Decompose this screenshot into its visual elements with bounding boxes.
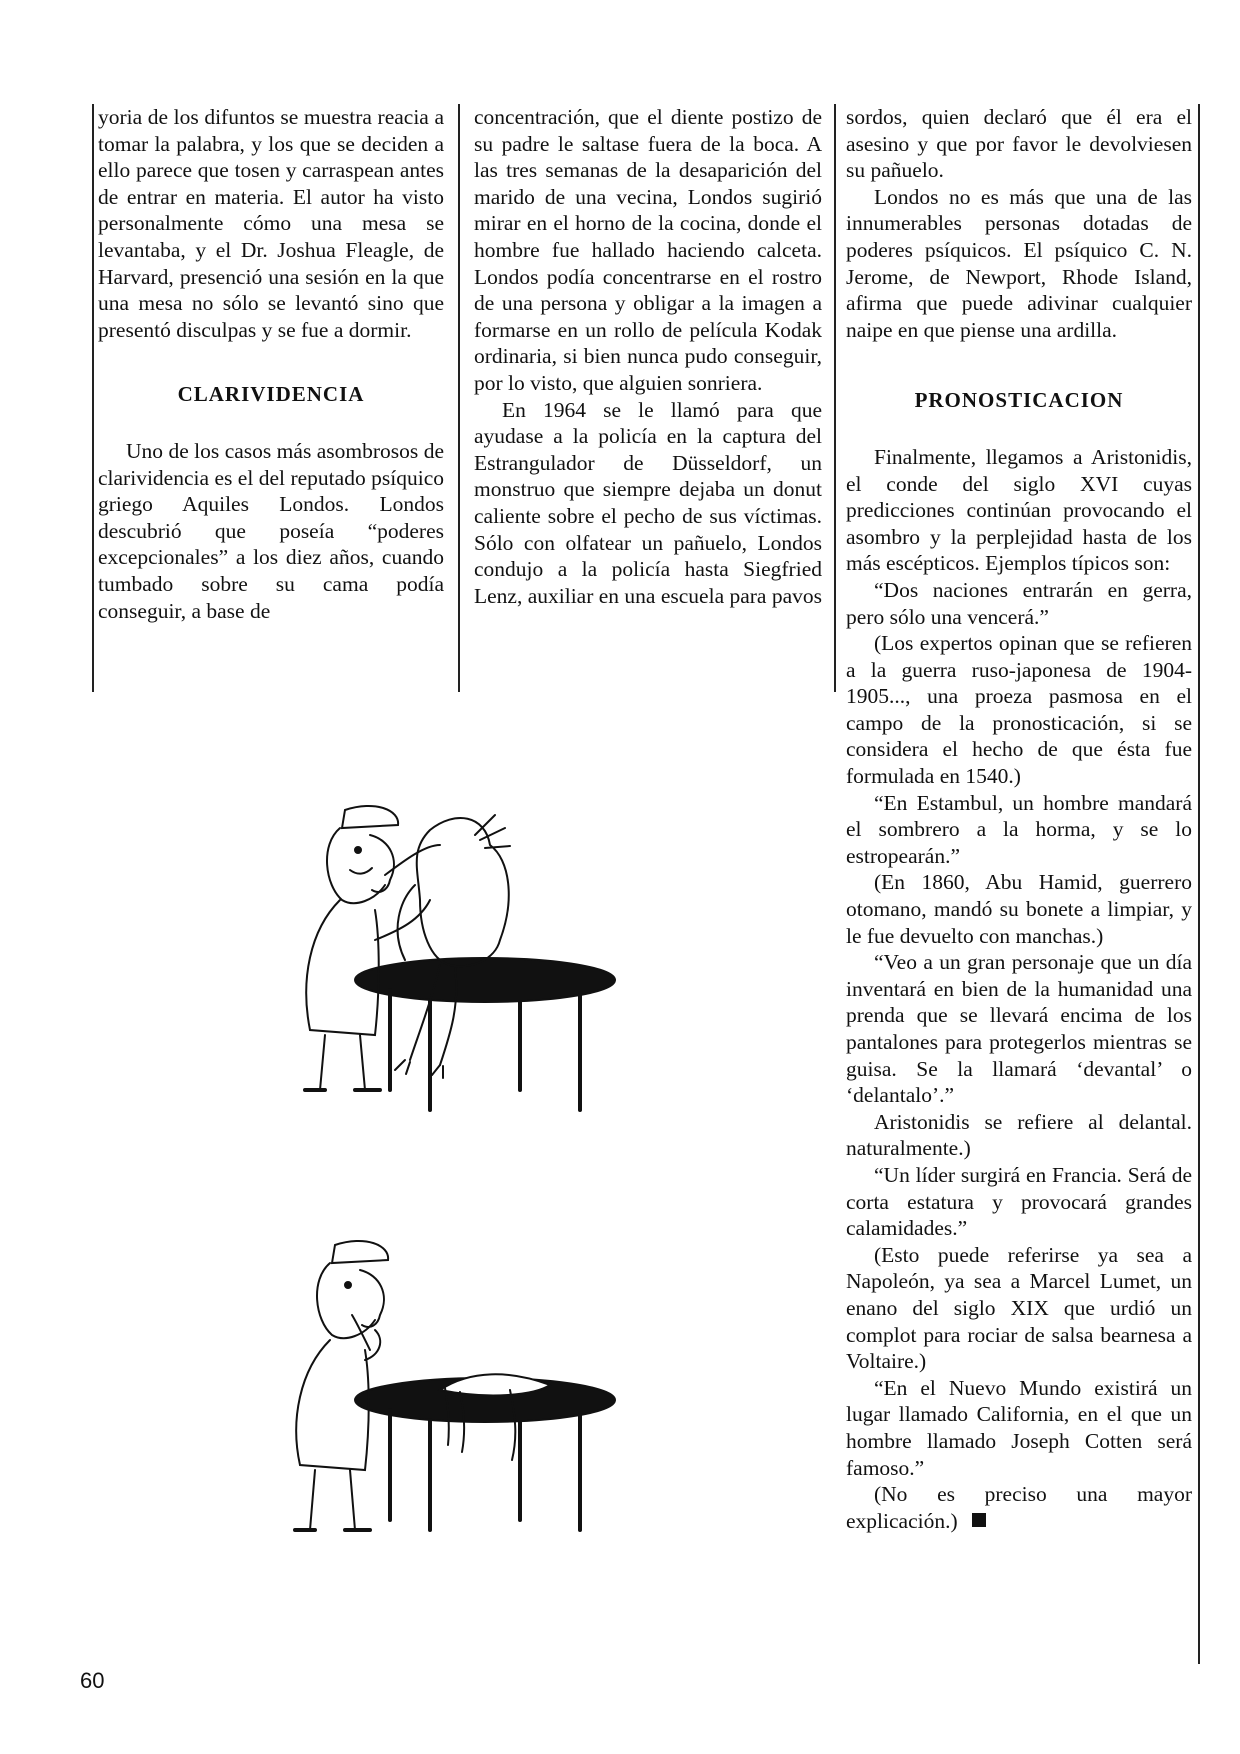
text-column-1 — [98, 104, 444, 624]
text-column-2 — [474, 104, 822, 609]
commentary: (Los expertos opinan que se refieren a la guerra ruso-japonesa de 1904-1905..., una proeza pasmosa en el campo de la pronosticación, si se considera el hecho de que ésta fue formulada en 1540.) — [846, 631, 1192, 789]
prophecy-quote: “En el Nuevo Mundo existirá un lugar llamado California, en el que un hombre llamado Joseph Cotten será famoso.” — [846, 1375, 1192, 1480]
illustration-doctor-patient — [280, 790, 640, 1120]
end-of-article-mark — [972, 1513, 986, 1527]
section-heading-pronosticacion: PRONOSTICACION — [914, 388, 1124, 413]
commentary: (No es preciso una mayor explicación.) — [846, 1482, 1192, 1533]
paragraph: yoria de los difuntos se muestra reacia a tomar la palabra, y los que se deciden a ello parece que tosen y carraspean antes de entrar en materia. El autor ha visto personalmente cómo una mesa se levantaba, y el Dr. Joshua Fleagle, de Harvard, presenció una sesión en la que una mesa no sólo se levantó sino que presentó disculpas y se fue a dormir. — [98, 105, 444, 342]
section-heading-clarividencia: CLARIVIDENCIA — [177, 382, 365, 407]
prophecy-quote: “En Estambul, un hombre mandará el sombrero a la horma, y se lo estropearán.” — [846, 790, 1192, 868]
commentary: (En 1860, Abu Hamid, guerrero otomano, mandó su bonete a limpiar, y le fue devuelto con manchas.) — [846, 870, 1192, 948]
illustration-doctor-empty-table — [280, 1230, 640, 1550]
prophecy-quote: “Dos naciones entrarán en gerra, pero sólo una vencerá.” — [846, 577, 1192, 629]
prophecy-quote: “Veo a un gran personaje que un día inventará en bien de la humanidad una prenda que se llevará encima de los pantalones para protegerlos mientras se guisa. Se la llamará ‘devantal’ o ‘delantalo’.” — [846, 950, 1192, 1108]
paragraph: Uno de los casos más asombrosos de clarividencia es el del reputado psíquico griego Aquiles Londos. Londos descubrió que poseía “poderes excepcionales” a los diez años, cuando tumbado sobre su cama podía conseguir, a base de — [98, 438, 444, 623]
prophecy-quote: “Un líder surgirá en Francia. Será de corta estatura y provocará grandes calamidades.” — [846, 1162, 1192, 1241]
commentary: Aristonidis se refiere al delantal. naturalmente.) — [846, 1109, 1192, 1161]
paragraph: Finalmente, llegamos a Aristonidis, el conde del siglo XVI cuyas predicciones continúan provocando el asombro y la perplejidad hasta de los más escépticos. Ejemplos típicos son: — [846, 444, 1192, 576]
paragraph: En 1964 se le llamó para que ayudase a la policía en la captura del Estrangulador de Düsseldorf, un monstruo que siempre dejaba un donut caliente sobre el pecho de sus víctimas. Sólo con olfatear un pañuelo, Londos condujo a la policía hasta Siegfried Lenz, auxiliar en una escuela para pavos — [474, 397, 823, 608]
commentary: (Esto puede referirse ya sea a Napoleón, ya sea a Marcel Lumet, un enano del siglo XIX que urdió un complot para rociar de salsa bearnesa a Voltaire.) — [846, 1242, 1192, 1374]
paragraph: Londos no es más que una de las innumerables personas dotadas de poderes psíquicos. El psíquico C. N. Jerome, de Newport, Rhode Island, afirma que puede adivinar cualquier naipe en que piense una ardilla. — [846, 184, 1192, 342]
commentary-final — [846, 1481, 1192, 1534]
page-number: 60 — [80, 1668, 105, 1693]
column-rule-right — [1198, 104, 1200, 1664]
column-rule-left — [92, 104, 94, 692]
paragraph: concentración, que el diente postizo de su padre le saltase fuera de la boca. A las tres semanas de la desaparición del marido de una vecina, Londos sugirió mirar en el horno de la cocina, donde el hombre fue hallado haciendo calceta. Londos podía concentrarse en el rostro de una persona y obligar a la imagen a formarse en un rollo de película Kodak ordinaria, si bien nunca pudo conseguir, por lo visto, que alguien sonriera. — [474, 105, 822, 395]
column-rule-center-2 — [834, 104, 836, 692]
paragraph: sordos, quien declaró que él era el asesino y que por favor le devolviesen su pañuelo. — [846, 105, 1192, 183]
column-rule-center-1 — [458, 104, 460, 692]
text-column-3 — [846, 104, 1192, 1534]
